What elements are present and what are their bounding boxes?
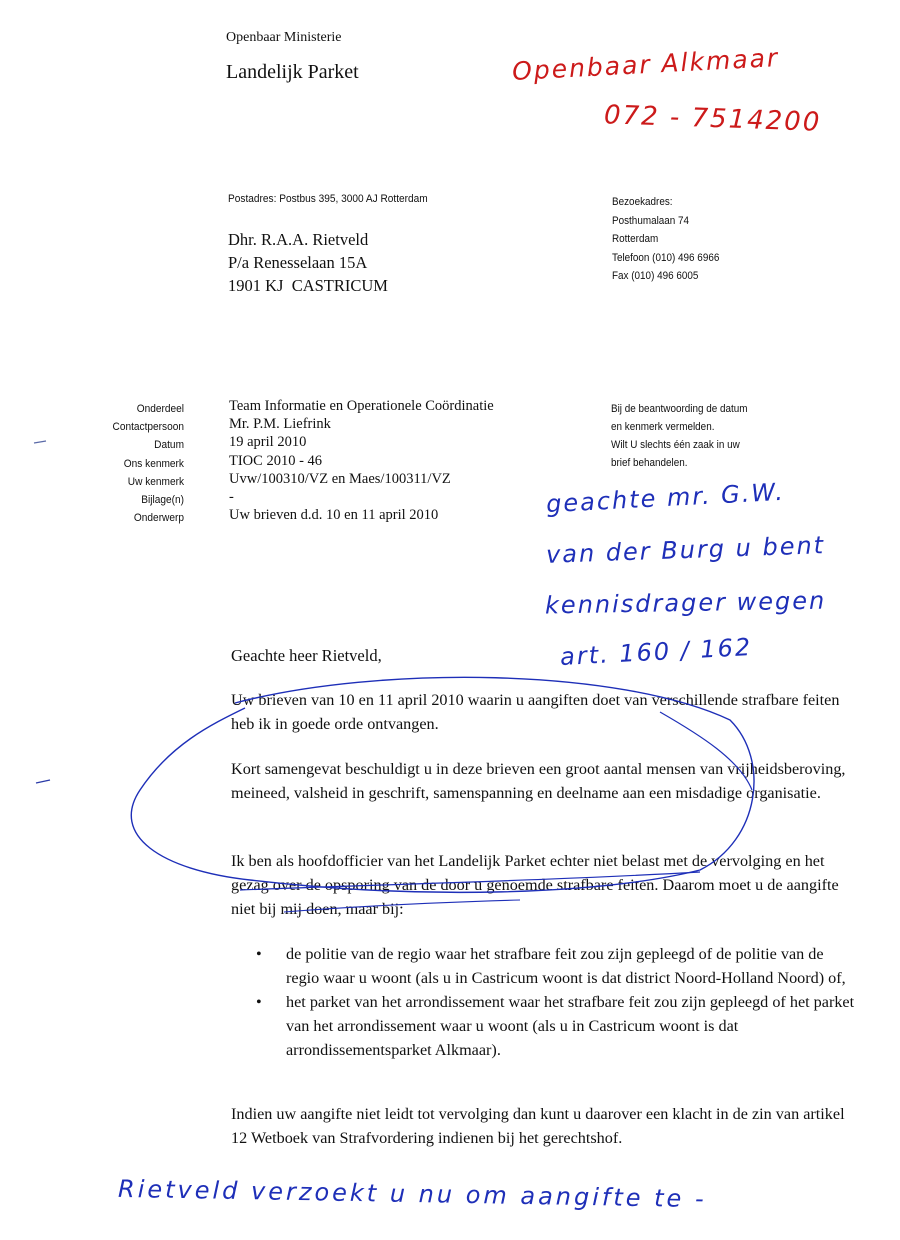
office-name: Landelijk Parket [226,61,359,83]
handwritten-blue-note: art. 160 / 162 [559,632,753,672]
visit-address-line: Telefoon (010) 496 6966 [612,251,720,264]
recipient-line: 1901 KJ CASTRICUM [228,276,388,295]
meta-value-department: Team Informatie en Operationele Coördinatie [229,398,494,414]
reply-note-line: brief behandelen. [611,457,688,469]
visit-address-line: Rotterdam [612,233,659,245]
paragraph-4: Indien uw aangifte niet leidt tot vervolging dan kunt u daarover een klacht in de zin van artikel 12 Wetboek van Strafvordering indienen bij het gerechtshof. [231,1105,845,1147]
bullet-text: de politie van de regio waar het strafbare feit zou zijn gepleegd of de politie van de regio waar u woont (als u in Castricum woont is dat district Noord-Holland Noord) of, [286,945,846,987]
reply-note-line: Bij de beantwoording de datum [611,403,748,415]
handwritten-blue-note: geachte mr. G.W. [545,477,786,519]
postal-address: Postadres: Postbus 395, 3000 AJ Rotterdam [228,193,428,205]
reply-note-line: Wilt U slechts één zaak in uw [611,439,740,451]
paragraph-1: Uw brieven van 10 en 11 april 2010 waarin u aangiften doet van verschillende strafbare feiten heb ik in goede orde ontvangen. [231,691,840,733]
meta-value-contact: Mr. P.M. Liefrink [229,416,331,433]
blue-loop-stroke [131,677,754,892]
meta-label: Bijlage(n) [141,494,184,507]
paragraph-3: Ik ben als hoofdofficier van het Landelijk Parket echter niet belast met de vervolging en het gezag over de opsporing van de door u genoemde strafbare feiten. Daarom moet u de aangifte niet bij mij doen, maar bij: [231,852,839,918]
margin-mark [36,780,50,783]
blue-strike-stroke [284,900,520,912]
visit-address-line: Bezoekadres: [612,196,673,208]
handwritten-red-note-2: 072 - 7514200 [603,100,822,138]
handwritten-blue-note: kennisdrager wegen [544,586,827,620]
meta-label: Uw kenmerk [127,475,184,488]
organization-name: Openbaar Ministerie [226,30,342,45]
meta-value-subject: Uw brieven d.d. 10 en 11 april 2010 [229,507,439,524]
meta-value-your-reference: Uvw/100310/VZ en Maes/100311/VZ [229,470,451,487]
meta-label: Ons kenmerk [123,457,184,470]
visit-address-line: Fax (010) 496 6005 [612,270,699,282]
visit-address-line: Posthumalaan 74 [612,214,690,227]
paragraph-2: Kort samengevat beschuldigt u in deze brieven een groot aantal mensen van vrijheidsberoving, meineed, valsheid in geschrift, samenspanning en deelname aan een misdadige organisatie. [231,760,846,802]
meta-value-attachments: - [229,489,234,506]
bullet-icon: • [256,993,262,1011]
meta-label: Contactpersoon [112,421,184,434]
meta-label: Datum [154,439,184,452]
meta-label: Onderwerp [133,512,184,525]
recipient-line: P/a Renesselaan 15A [228,253,368,272]
bullet-text: het parket van het arrondissement waar het strafbare feit zou zijn gepleegd of het parket van het arrondissement waar u woont (als u in Castricum woont is dat arrondissementsparket Alkmaar). [286,993,855,1059]
meta-value-date: 19 april 2010 [229,434,307,451]
handwritten-blue-bottom-note: Rietveld verzoekt u nu om aangifte te - [117,1174,707,1214]
handwritten-blue-note: van der Burg u bent [545,531,826,569]
meta-value-our-reference: TIOC 2010 - 46 [229,452,323,469]
margin-mark [34,441,46,443]
blue-loop-stroke [660,712,752,790]
meta-label: Onderdeel [136,403,184,415]
recipient-line: Dhr. R.A.A. Rietveld [228,230,369,249]
handwritten-red-note-1: Openbaar Alkmaar [511,43,780,86]
reply-note-line: en kenmerk vermelden. [611,421,715,433]
blue-strike-stroke [240,872,700,890]
salutation: Geachte heer Rietveld, [231,646,382,665]
bullet-icon: • [256,945,262,963]
